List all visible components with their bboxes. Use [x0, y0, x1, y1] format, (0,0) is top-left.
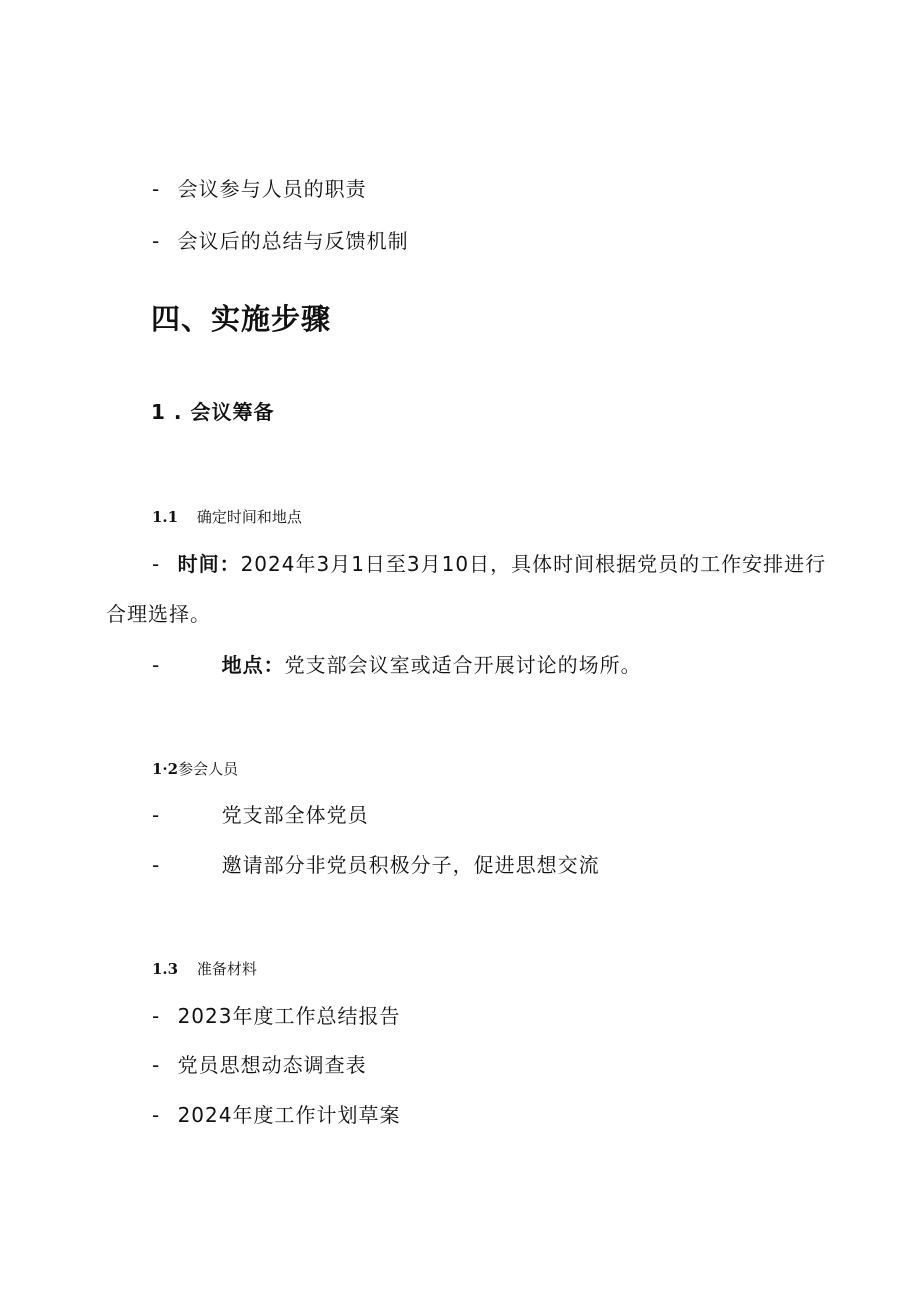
bullet-dash: -: [152, 177, 161, 201]
item-title: 确定时间和地点: [196, 508, 302, 526]
list-item: [152, 1000, 400, 1029]
list-item: [152, 225, 409, 254]
item-number: 1.1: [152, 508, 179, 526]
time-line: [152, 548, 826, 577]
list-item-text: 党员思想动态调查表: [177, 1053, 367, 1077]
item-number: 1·2: [152, 760, 179, 778]
list-item: [152, 799, 369, 828]
place-label: 地点：: [221, 653, 285, 677]
item-title: 准备材料: [196, 960, 257, 978]
bullet-dash: -: [152, 1103, 161, 1127]
bullet-dash: -: [152, 1004, 161, 1028]
list-item-text: 邀请部分非党员积极分子，促进思想交流: [221, 853, 600, 877]
bullet-dash: -: [152, 1053, 161, 1077]
time-label: 时间：: [177, 552, 241, 576]
list-item-text: 党支部全体党员: [221, 803, 369, 827]
item-heading: [152, 758, 238, 779]
subsection-title: 1 . 会议筹备: [151, 400, 275, 424]
list-item: [152, 1049, 367, 1078]
bullet-dash: -: [152, 653, 161, 677]
list-item-text: 会议后的总结与反馈机制: [177, 229, 409, 253]
list-item: [152, 849, 600, 878]
time-line-continued: 合理选择。: [106, 602, 211, 626]
bullet-dash: -: [152, 803, 161, 827]
list-item: [152, 173, 367, 202]
place-text: 党支部会议室或适合开展讨论的场所。: [284, 653, 642, 677]
list-item-text: 2024年度工作计划草案: [177, 1103, 401, 1127]
bullet-dash: -: [152, 552, 161, 576]
list-item: [152, 1099, 400, 1128]
time-text: 2024年3月1日至3月10日，具体时间根据党员的工作安排进行: [240, 552, 827, 576]
item-title: 参会人员: [178, 760, 239, 778]
bullet-dash: -: [152, 853, 161, 877]
section-title: 四、实施步骤: [151, 302, 332, 336]
bullet-dash: -: [152, 229, 161, 253]
place-line: [152, 649, 642, 678]
item-heading: [152, 958, 257, 979]
list-item-text: 会议参与人员的职责: [177, 177, 367, 201]
item-number: 1.3: [152, 960, 179, 978]
list-item-text: 2023年度工作总结报告: [177, 1004, 401, 1028]
item-heading: [152, 506, 302, 527]
